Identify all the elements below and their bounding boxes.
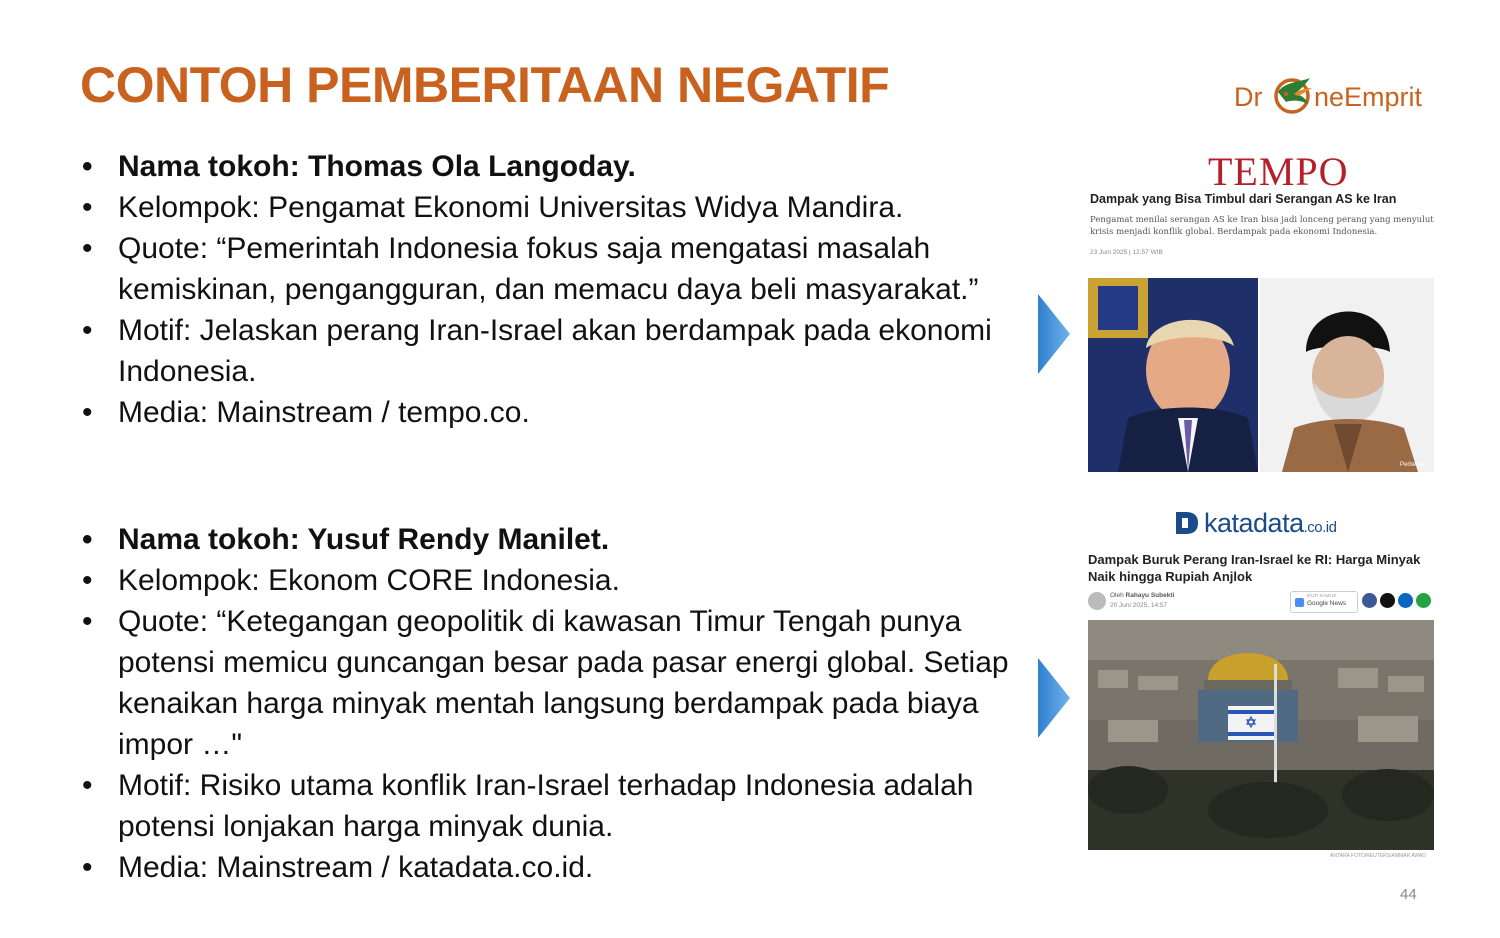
trump-khamenei-photo [1088, 278, 1434, 472]
tempo-logo: TEMPO [1208, 149, 1349, 194]
katadata-logo-mark-icon [1174, 510, 1200, 536]
katadata-photo[interactable] [1088, 620, 1434, 850]
author-prefix: Oleh [1110, 592, 1124, 599]
facebook-share-icon[interactable] [1362, 593, 1377, 608]
list-item: • Nama tokoh: Thomas Ola Langoday. [80, 146, 1020, 187]
katadata-brand-suffix: .co.id [1303, 519, 1337, 536]
whatsapp-share-icon[interactable] [1416, 593, 1431, 608]
list-item: • Quote: “Ketegangan geopolitik di kawasan Timur Tengah punya potensi memicu guncangan besar pada pasar energi global. Setiap kenaikan harga minyak mentah langsung berdampak pada biaya impor …" [80, 601, 1020, 765]
katadata-logo [1204, 508, 1336, 539]
list-item: • Kelompok: Pengamat Ekonomi Universitas Widya Mandira. [80, 187, 1020, 228]
katadata-date: 20 Juni 2025, 14:57 [1110, 602, 1168, 609]
logo-text-part1: Dr [1234, 82, 1263, 112]
author-line [1110, 592, 1174, 599]
slide-title: CONTOH PEMBERITAAN NEGATIF [80, 57, 890, 113]
x-share-icon[interactable] [1380, 593, 1395, 608]
author-name[interactable]: Rahayu Subekti [1125, 592, 1175, 599]
bird-emblem-icon [1270, 72, 1316, 122]
arrow-right-icon [1038, 658, 1070, 738]
list-item: • Media: Mainstream / tempo.co. [80, 392, 1020, 433]
tempo-lede: Pengamat menilai serangan AS ke Iran bisa jadi lonceng perang yang menyulut krisis menjadi konflik global. Berdampak pada ekonomi Indonesia. [1090, 215, 1434, 237]
tempo-headline[interactable]: Dampak yang Bisa Timbul dari Serangan AS ke Iran [1090, 192, 1397, 206]
google-news-label: Google News [1307, 600, 1347, 607]
list-item: • Media: Mainstream / katadata.co.id. [80, 847, 1020, 888]
google-news-caption: IKUTI KAMI DI [1307, 593, 1337, 598]
list-item: • Kelompok: Ekonom CORE Indonesia. [80, 560, 1020, 601]
katadata-brand: katadata [1204, 508, 1304, 538]
arrow-right-icon [1038, 294, 1070, 374]
list-item: • Motif: Jelaskan perang Iran-Israel akan berdampak pada ekonomi Indonesia. [80, 310, 1020, 392]
logo-text-part2: neEmprit [1314, 82, 1423, 112]
photo-credit: ANTARA FOTO/REUTERS/AMMAR AWAD [1330, 853, 1426, 859]
tempo-photo[interactable] [1088, 278, 1434, 472]
google-news-icon [1295, 598, 1304, 607]
bullet-list-tempo [80, 146, 1020, 433]
avatar [1088, 592, 1106, 610]
list-item: • Nama tokoh: Yusuf Rendy Manilet. [80, 519, 1020, 560]
jerusalem-photo [1088, 620, 1434, 850]
katadata-headline[interactable]: Dampak Buruk Perang Iran-Israel ke RI: Harga Minyak Naik hingga Rupiah Anjlok [1088, 552, 1421, 584]
list-item: • Quote: “Pemerintah Indonesia fokus saja mengatasi masalah kemiskinan, pengangguran, dan memacu daya beli masyarakat.” [80, 228, 1020, 310]
tempo-meta: 23 Juni 2025 | 12.57 WIB [1090, 249, 1163, 256]
page-number: 44 [1400, 886, 1417, 903]
drone-emprit-logo [1232, 72, 1442, 122]
linkedin-share-icon[interactable] [1398, 593, 1413, 608]
google-news-button[interactable] [1290, 591, 1358, 613]
photo-caption[interactable]: Perbesar [1400, 462, 1425, 468]
list-item: • Motif: Risiko utama konflik Iran-Israel terhadap Indonesia adalah potensi lonjakan harga minyak dunia. [80, 765, 1020, 847]
bullet-list-katadata [80, 519, 1020, 888]
